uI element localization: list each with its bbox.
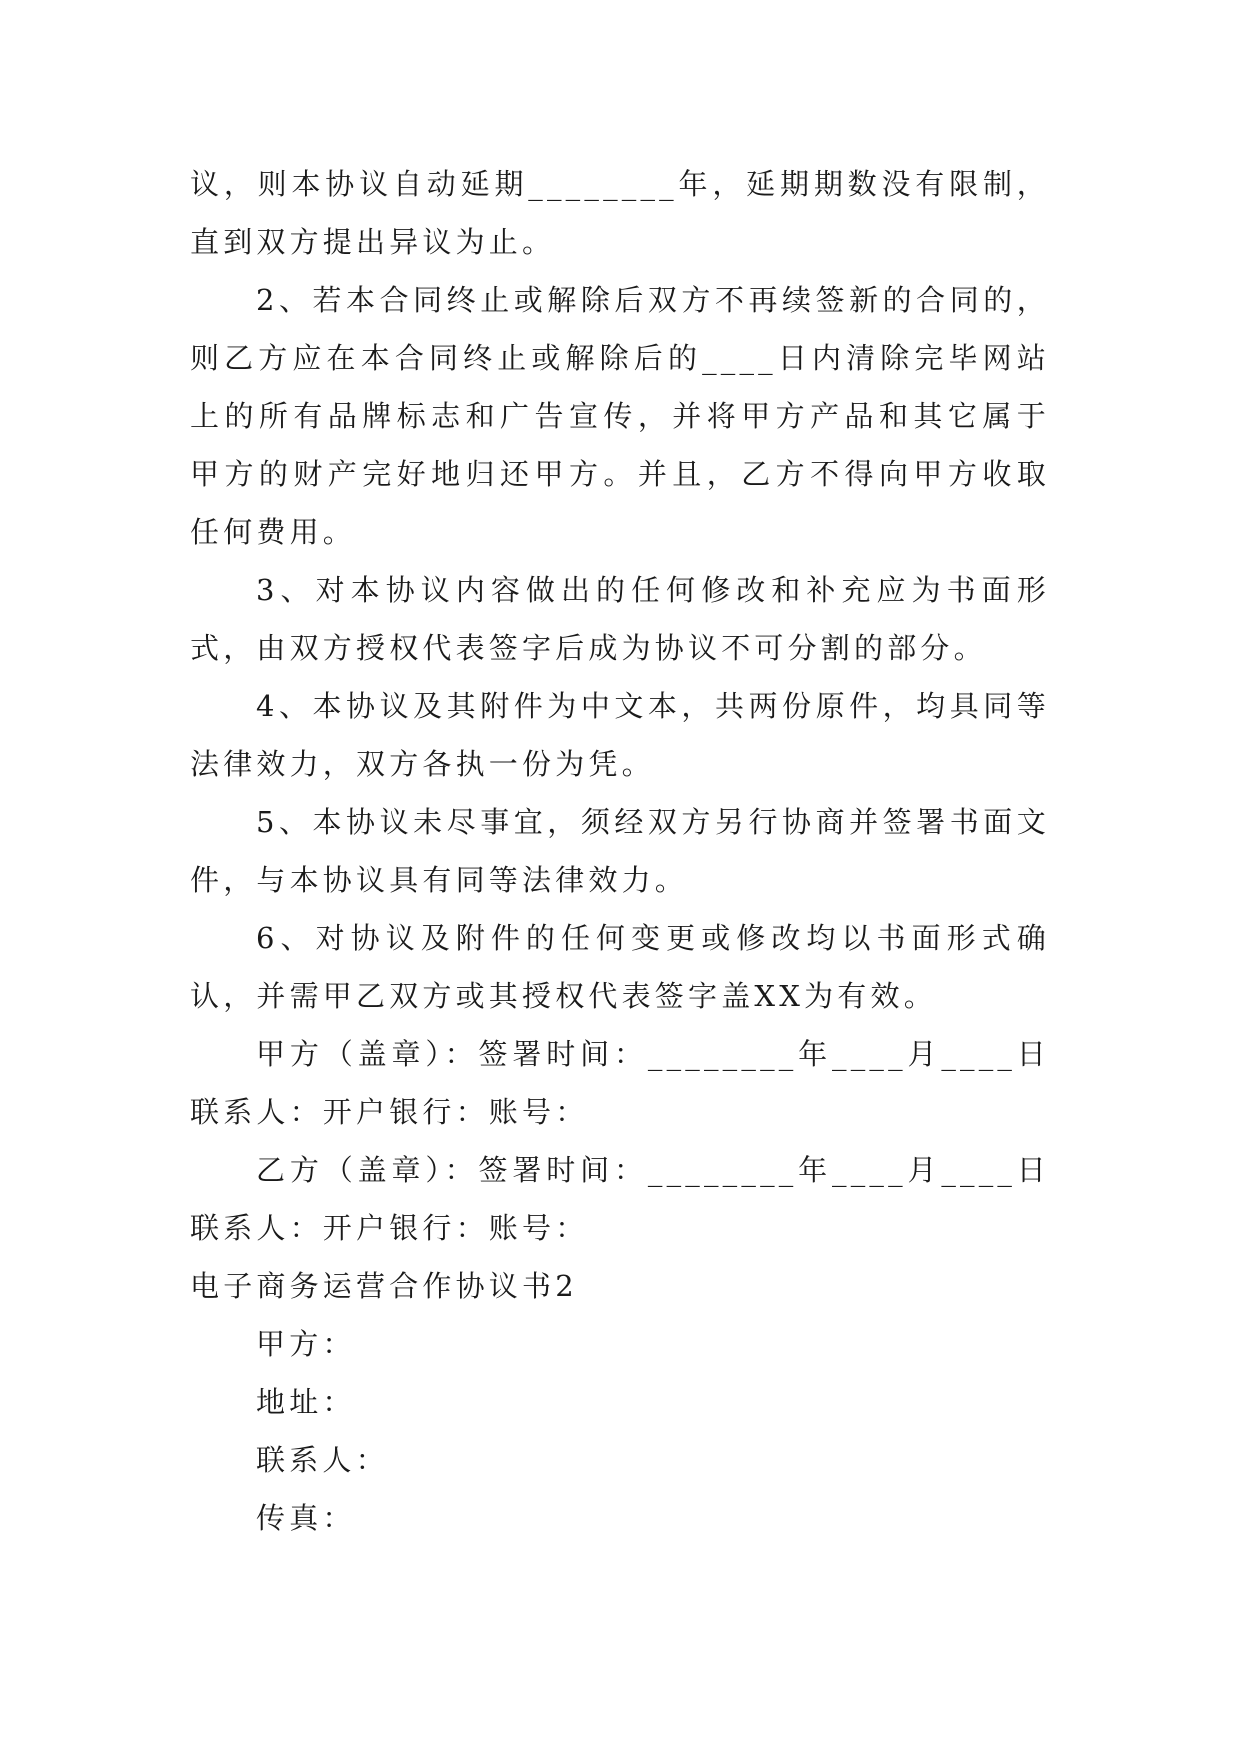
field-contact-person: 联系人： (256, 1443, 389, 1477)
clause-2: 2、若本合同终止或解除后双方不再续签新的合同的，则乙方应在本合同终止或解除后的____日内清除完毕网站上的所有品牌标志和广告宣传，并将甲方产品和其它属于甲方的财产完好地归还甲方。并且，乙方不得向甲方收取任何费用。 (190, 283, 1050, 549)
party-a-signature-block: 甲方（盖章）：签署时间：________年____月____日联系人：开户银行：账号： (190, 1037, 1050, 1129)
second-agreement-title: 电子商务运营合作协议书2 (190, 1269, 578, 1303)
party-b-signature-block: 乙方（盖章）：签署时间：________年____月____日联系人：开户银行：账号： (190, 1153, 1050, 1245)
field-fax: 传真： (256, 1501, 356, 1535)
document-body (190, 155, 1050, 1547)
clause-4: 4、本协议及其附件为中文本，共两份原件，均具同等法律效力，双方各执一份为凭。 (190, 689, 1050, 781)
clause-6: 6、对协议及附件的任何变更或修改均以书面形式确认，并需甲乙双方或其授权代表签字盖XX为有效。 (190, 921, 1050, 1013)
field-party-a: 甲方： (256, 1327, 356, 1361)
paragraph-continuation: 议，则本协议自动延期________年，延期期数没有限制，直到双方提出异议为止。 (190, 167, 1050, 259)
clause-5: 5、本协议未尽事宜，须经双方另行协商并签署书面文件，与本协议具有同等法律效力。 (190, 805, 1050, 897)
field-address: 地址： (256, 1385, 356, 1419)
clause-3: 3、对本协议内容做出的任何修改和补充应为书面形式，由双方授权代表签字后成为协议不可分割的部分。 (190, 573, 1050, 665)
